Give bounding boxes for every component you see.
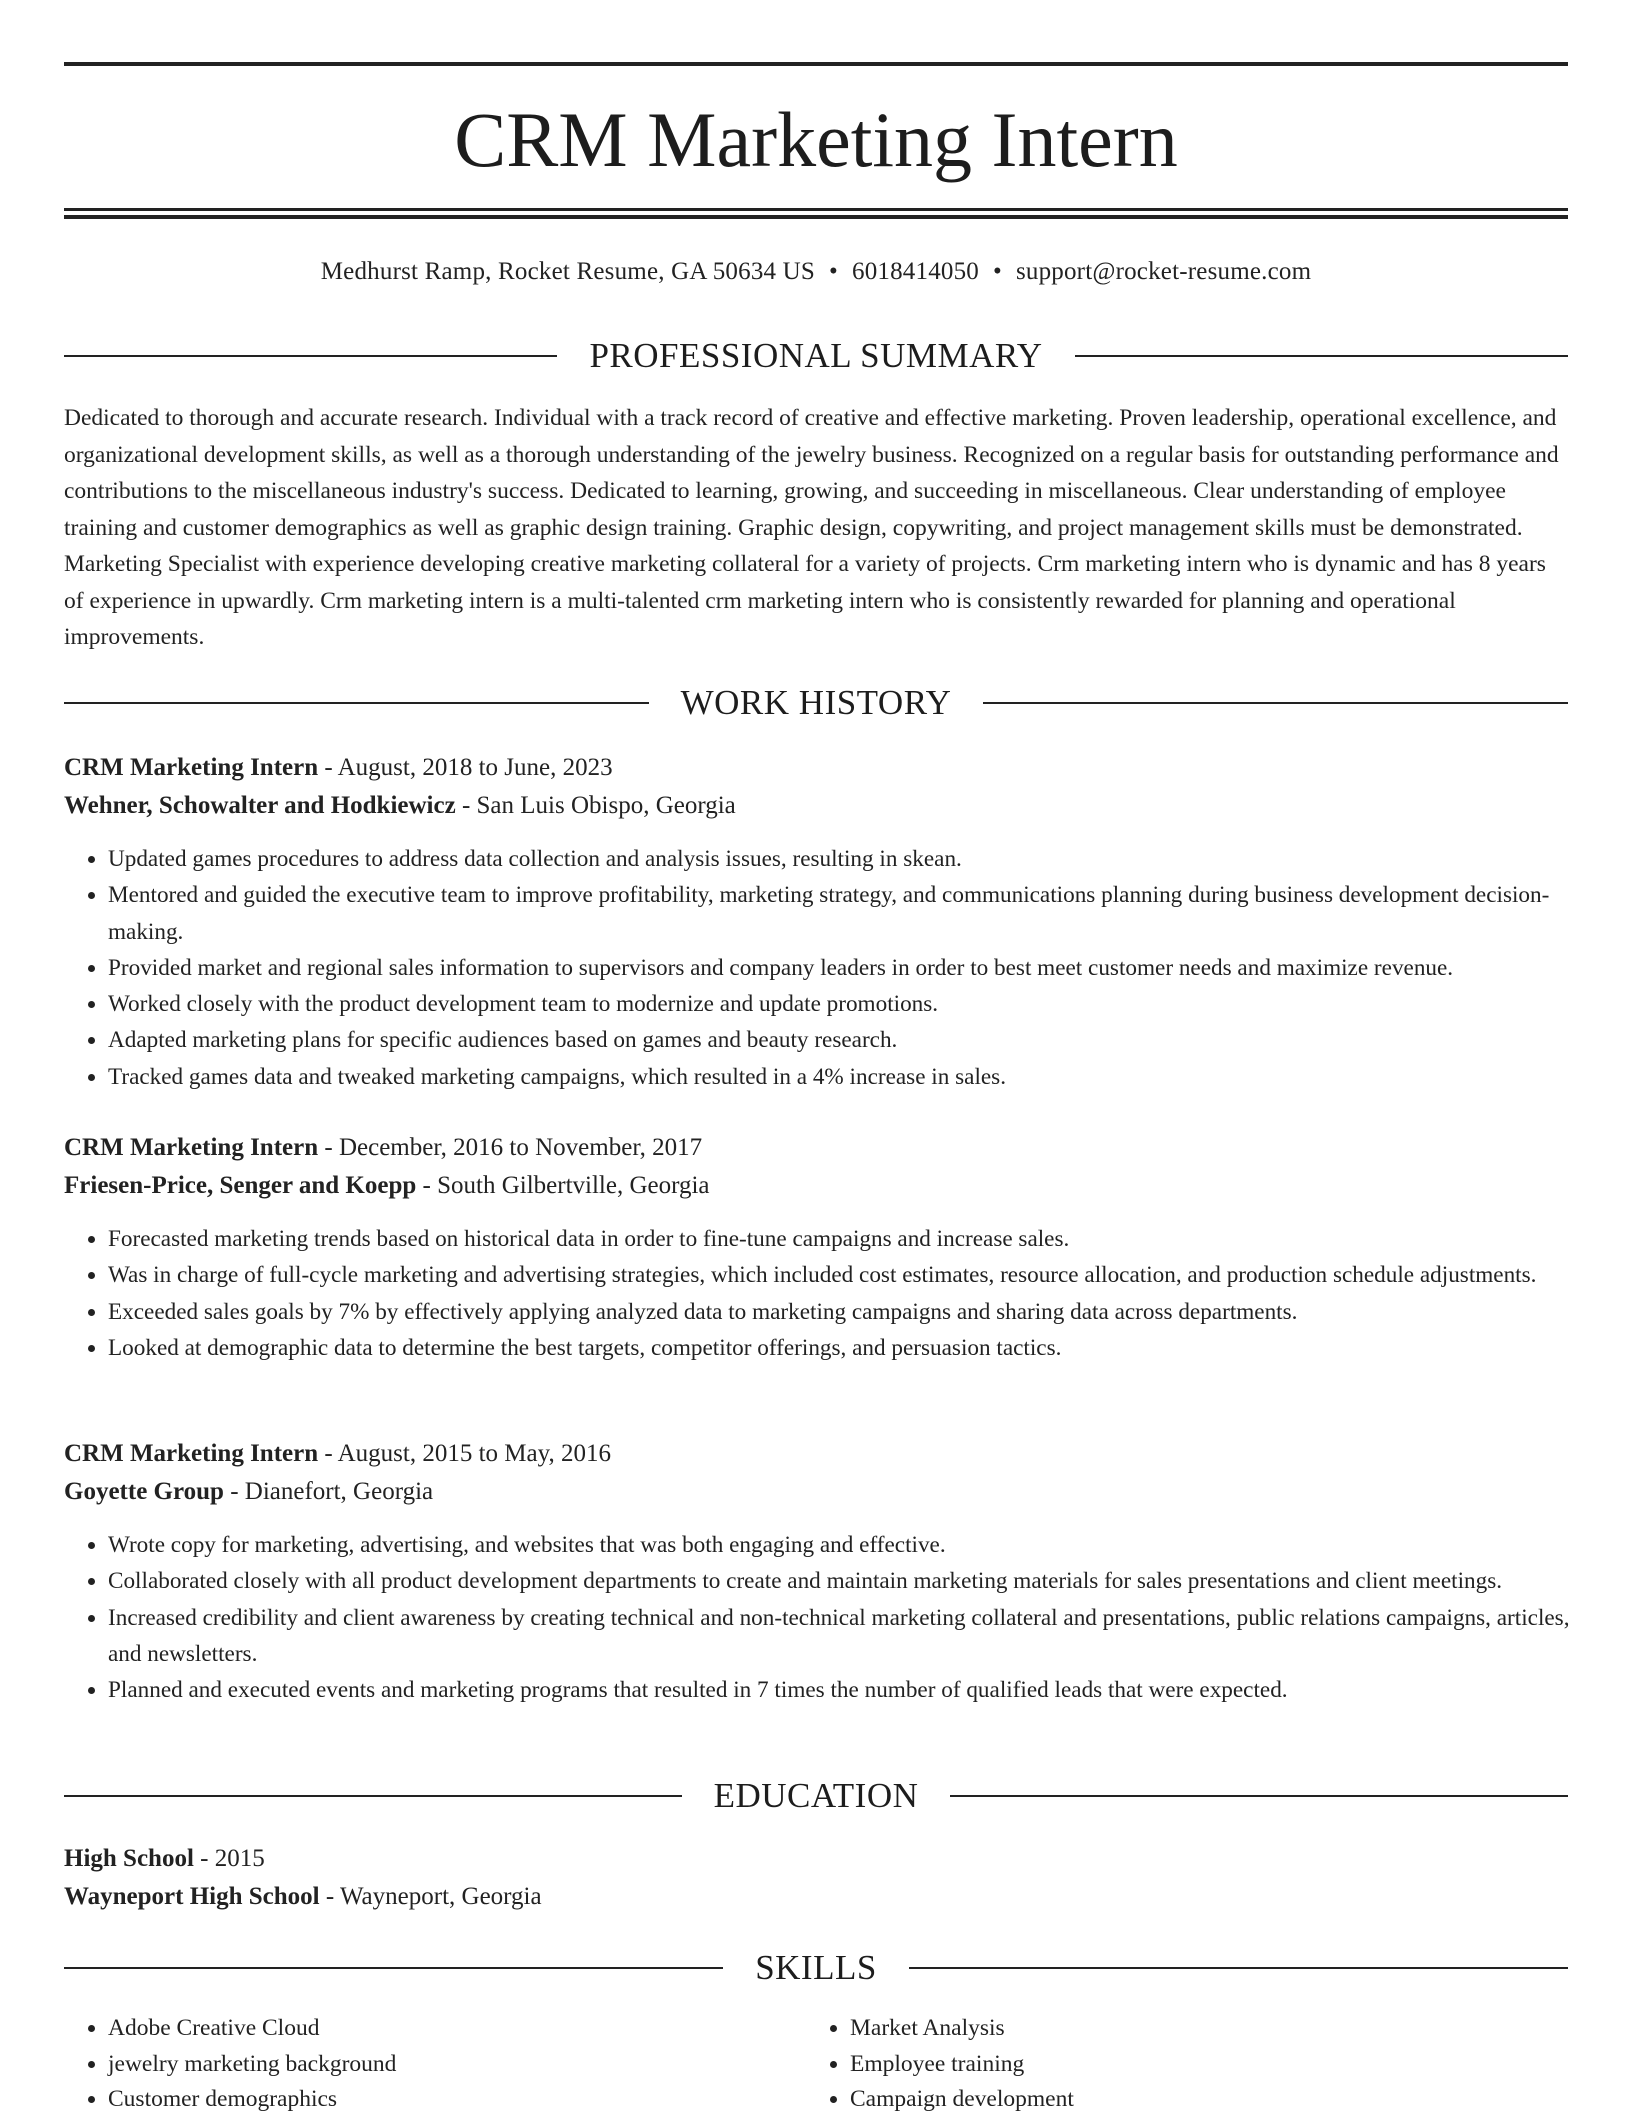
title-rule-upper (64, 208, 1568, 211)
list-item: • Market Analysis (850, 2011, 1550, 2047)
section-heading-work-history (64, 681, 1568, 725)
list-item: • Updated games procedures to address data collection and analysis issues, resulting in skean. (108, 841, 1608, 877)
heading-rule (64, 1795, 682, 1797)
job-location: - Dianefort, Georgia (223, 1478, 434, 1505)
heading-rule (64, 1967, 723, 1969)
contact-address: Medhurst Ramp, Rocket Resume, GA 50634 US (320, 258, 816, 285)
education-school: Wayneport High School (64, 1883, 320, 1910)
job-title-line (64, 1129, 1568, 1167)
list-item: • Wrote copy for marketing, advertising, and websites that was both engaging and effective. (108, 1527, 1608, 1563)
list-item: • Adapted marketing plans for specific audiences based on games and beauty research. (108, 1022, 1608, 1058)
job-title: CRM Marketing Intern (64, 1134, 319, 1161)
list-item: • Provided market and regional sales information to supervisors and company leaders in order to best meet customer needs and maximize revenue. (108, 950, 1608, 986)
education-degree: High School (64, 1845, 194, 1872)
list-item: • Customer demographics (108, 2082, 808, 2118)
list-item: • Tracked games data and tweaked marketing campaigns, which resulted in a 4% increase in sales. (108, 1059, 1608, 1095)
job-dates: - August, 2015 to May, 2016 (318, 1440, 611, 1467)
list-item: • Forecasted marketing trends based on historical data in order to fine-tune campaigns and increase sales. (108, 1221, 1608, 1257)
contact-line (64, 254, 1568, 290)
contact-email[interactable]: support@rocket-resume.com (1015, 258, 1312, 285)
list-item: • Employee training (850, 2047, 1550, 2083)
list-item: • Collaborated closely with all product development departments to create and maintain marketing materials for sales presentations and client meetings. (108, 1563, 1608, 1599)
list-item: • jewelry marketing background (108, 2047, 808, 2083)
summary-text: Dedicated to thorough and accurate research. Individual with a track record of creative and effective marketing. Proven leadership, operational excellence, and organizational development skills, as well as a thorough understanding of the jewelry business. Recognized on a regular basis for outstanding performance and contributions to the miscellaneous industry's success. Dedicated to learning, growing, and succeeding in miscellaneous. Clear understanding of employee training and customer demographics as well as graphic design training. Graphic design, copywriting, and project management skills must be demonstrated. Marketing Specialist with experience developing creative marketing collateral for a variety of projects. Crm marketing intern who is dynamic and has 8 years of experience in upwardly. Crm marketing intern is a multi-talented crm marketing intern who is consistently rewarded for planning and operational improvements. (64, 405, 1559, 650)
list-item: • Adobe Creative Cloud (108, 2011, 808, 2047)
heading-rule (950, 1795, 1568, 1797)
section-title: WORK HISTORY (680, 683, 952, 722)
job-company-line (64, 787, 1568, 825)
list-item: • Worked closely with the product development team to modernize and update promotions. (108, 986, 1608, 1022)
job-title-line (64, 1435, 1568, 1473)
list-item: • Exceeded sales goals by 7% by effectively applying analyzed data to marketing campaigns and sharing data across departments. (108, 1294, 1608, 1330)
job-location: - San Luis Obispo, Georgia (455, 792, 736, 819)
job-bullets (64, 841, 1608, 1095)
heading-rule (64, 702, 649, 704)
list-item: • Was in charge of full-cycle marketing and advertising strategies, which included cost estimates, resource allocation, and production schedule adjustments. (108, 1257, 1608, 1293)
job-bullets (64, 1527, 1608, 1708)
job-company-line (64, 1167, 1568, 1205)
section-heading-education (64, 1774, 1568, 1818)
skills-list-left (64, 2011, 808, 2118)
job-company: Goyette Group (64, 1478, 224, 1505)
section-title: PROFESSIONAL SUMMARY (589, 336, 1043, 375)
list-item: • Campaign development (850, 2082, 1550, 2118)
contact-phone: 6018414050 (852, 258, 979, 285)
education-location: - Wayneport, Georgia (319, 1883, 542, 1910)
education-year: - 2015 (193, 1845, 265, 1872)
job-dates: - August, 2018 to June, 2023 (318, 754, 613, 781)
job-company-line (64, 1473, 1568, 1511)
resume-title: CRM Marketing Intern (454, 96, 1178, 183)
job-company: Wehner, Schowalter and Hodkiewicz (64, 792, 456, 819)
section-heading-summary (64, 334, 1568, 378)
section-title: EDUCATION (713, 1776, 919, 1815)
education-school-line (64, 1878, 1568, 1916)
job-title-line (64, 749, 1568, 787)
list-item: • Increased credibility and client awareness by creating technical and non-technical marketing collateral and presentations, public relations campaigns, articles, and newsletters. (108, 1600, 1608, 1673)
heading-rule (1075, 355, 1568, 357)
section-title: SKILLS (755, 1948, 877, 1987)
job-title: CRM Marketing Intern (64, 1440, 319, 1467)
job-bullets (64, 1221, 1608, 1366)
list-item: • Looked at demographic data to determine the best targets, competitor offerings, and persuasion tactics. (108, 1330, 1608, 1366)
job-company: Friesen-Price, Senger and Koepp (64, 1172, 417, 1199)
contact-separator: • (993, 258, 1002, 285)
list-item: • Mentored and guided the executive team to improve profitability, marketing strategy, and communications planning during business development decision-making. (108, 877, 1608, 950)
job-location: - South Gilbertville, Georgia (416, 1172, 710, 1199)
job-dates: - December, 2016 to November, 2017 (318, 1134, 703, 1161)
job-title: CRM Marketing Intern (64, 754, 319, 781)
heading-rule (909, 1967, 1568, 1969)
contact-separator: • (829, 258, 838, 285)
top-rule (64, 62, 1568, 66)
section-heading-skills (64, 1946, 1568, 1990)
education-degree-line (64, 1840, 1568, 1878)
list-item: • Planned and executed events and marketing programs that resulted in 7 times the number of qualified leads that were expected. (108, 1672, 1608, 1708)
heading-rule (983, 702, 1568, 704)
title-rule-lower (64, 215, 1568, 219)
skills-list-right (806, 2011, 1550, 2118)
heading-rule (64, 355, 557, 357)
